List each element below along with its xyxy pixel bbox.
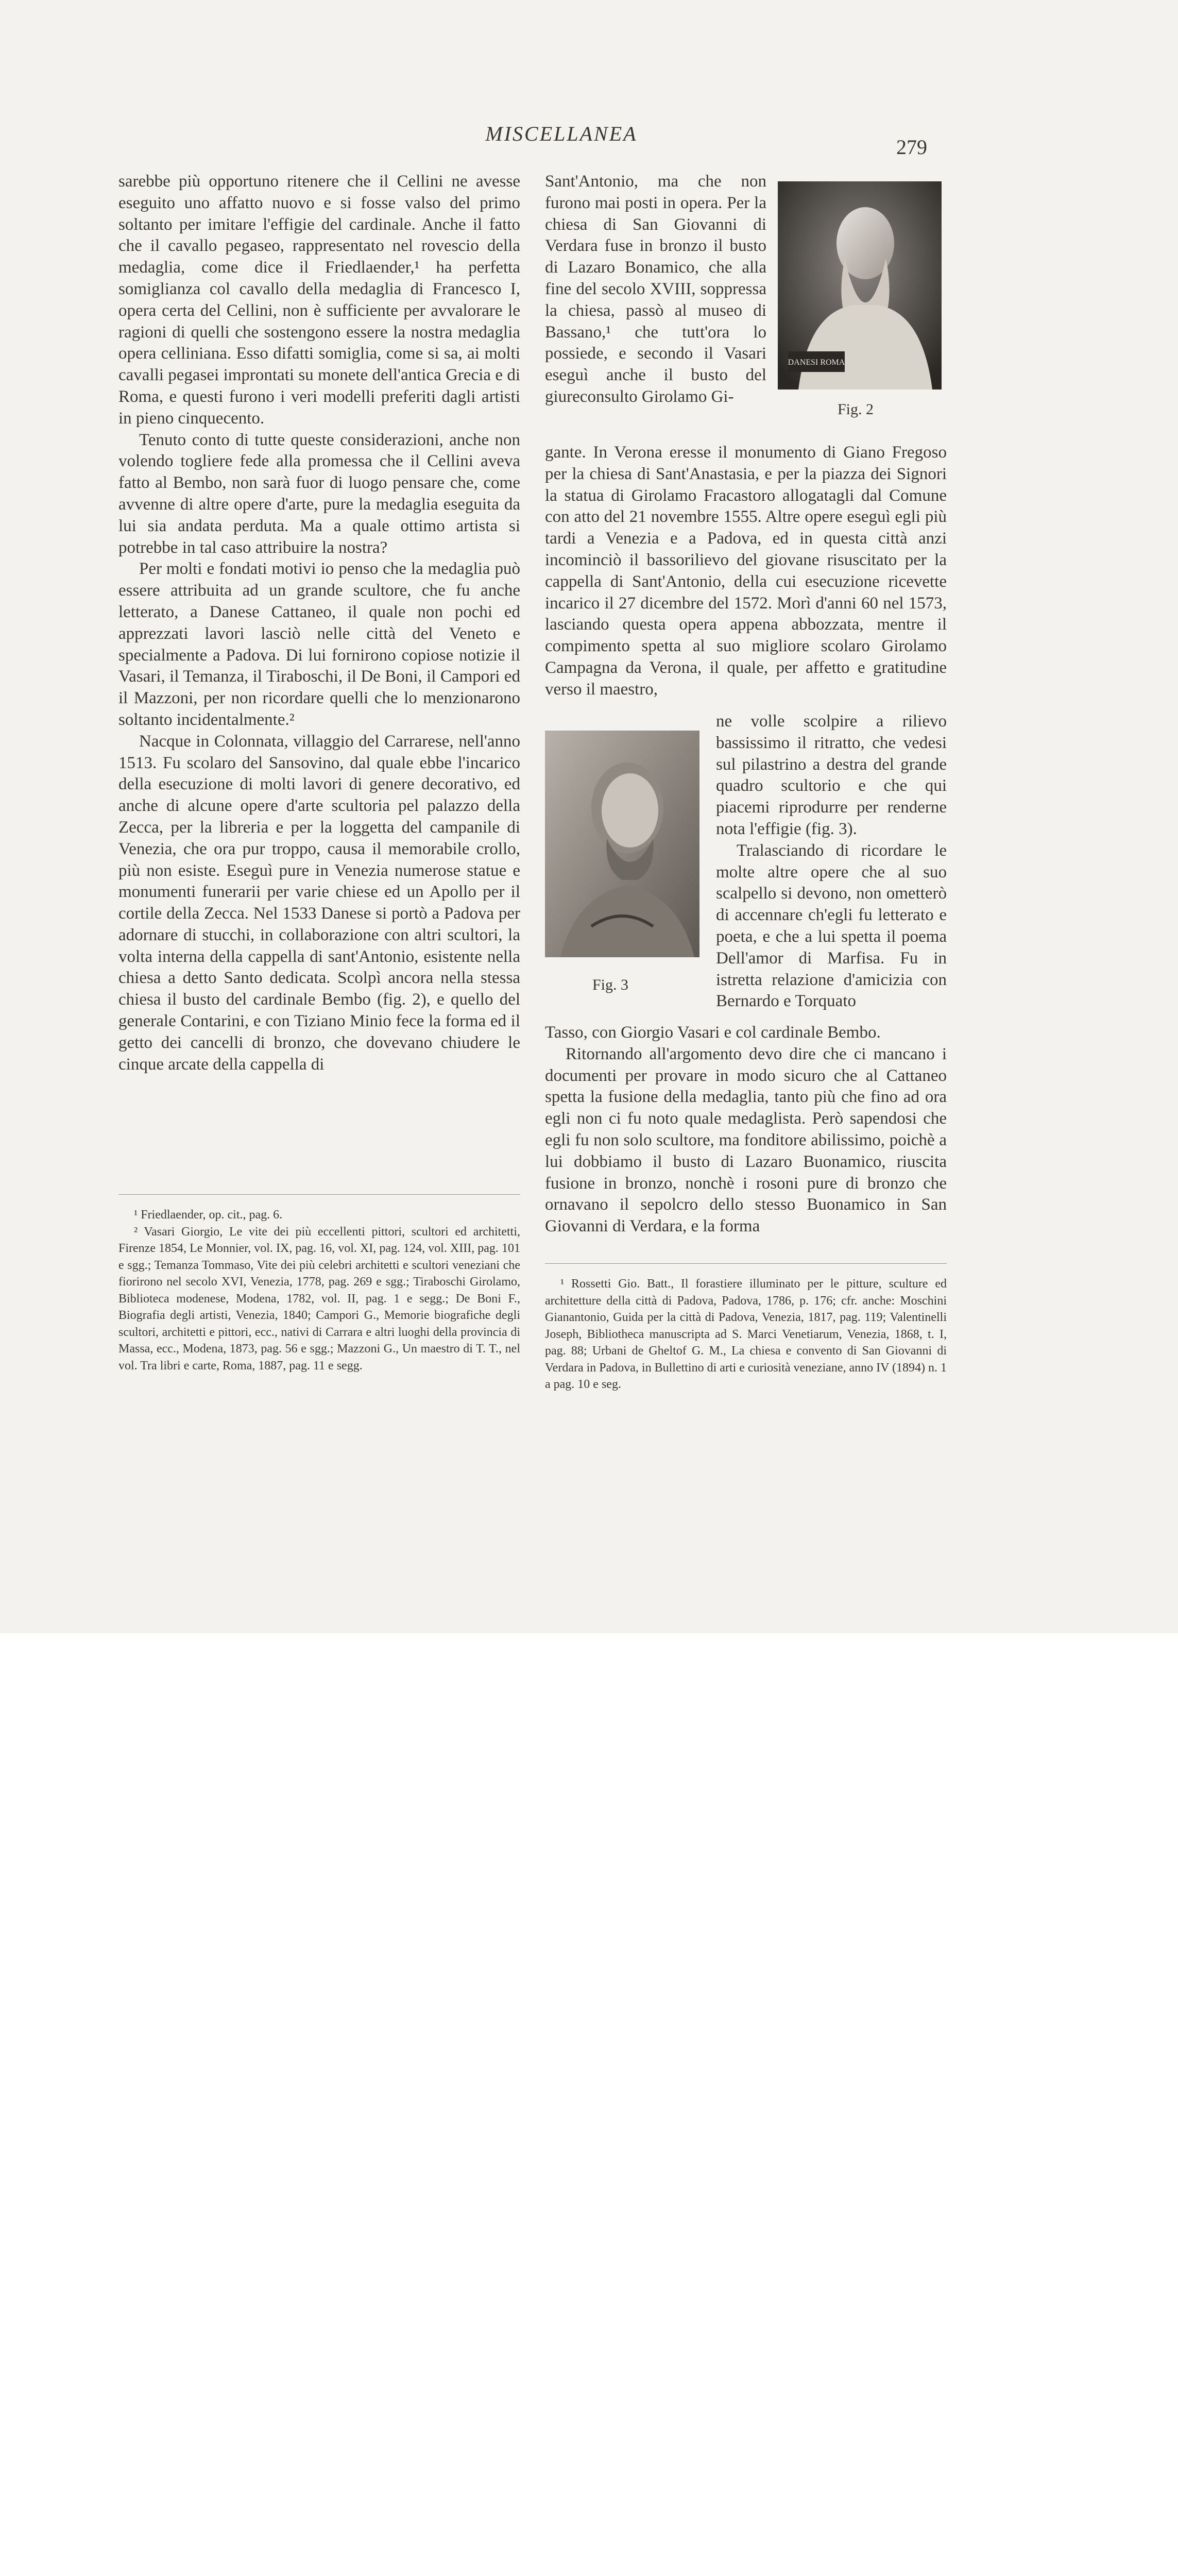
left-column [118,171,520,1075]
figure-2-caption: Fig. 2 [838,401,874,418]
page-number: 279 [896,135,927,159]
running-header-title: MISCELLANEA [485,122,638,145]
bust-inscription: DANESI ROMA [788,358,845,367]
footnotes-right [545,1276,947,1393]
paragraph: sarebbe più opportuno ritenere che il Cellini ne avesse eseguito uno affatto nuovo e si fosse valso del primo soltanto per imitare l'effigie del cardinale. Anche il fatto che il cavallo pegaseo, rappresentato nel rovescio della medaglia, come dice il Friedlaender,¹ ha perfetta somiglianza col cavallo della medaglia di Francesco I, opera certa del Cellini, non è sufficiente per avvalorare le ragioni di quelli che sostengono essere la nostra medaglia opera celliniana. Esso difatti somiglia, come si sa, ai molti cavalli pegasei improntati su monete dell'antica Grecia e di Roma, e questi furono i veri modelli preferiti dagli artisti in pieno cinquecento. [118,172,520,428]
right-column-middle [545,442,947,701]
paragraph: gante. In Verona eresse il monumento di Giano Fregoso per la chiesa di Sant'Anastasia, e per la piazza dei Signori la statua di Girolamo Fracastoro allogatagli dal Comune con atto del 21 novembre 1555. Altre opere eseguì egli più tardi a Venezia e a Padova, ed in questa città anzi incominciò il bassorilievo del giovane risuscitato per la cappella di Sant'Antonio, della cui esecuzione ricevette incarico il 27 dicembre del 1572. Morì d'anni 60 nel 1573, lasciando questa opera appena abbozzata, mentre il compimento spetta al suo migliore scolaro Girolamo Campagna da Verona, il quale, per affetto e gratitudine verso il maestro, [545,443,947,699]
footnote: ¹ Friedlaender, op. cit., pag. 6. [134,1208,283,1222]
paragraph: Nacque in Colonnata, villaggio del Carrarese, nell'anno 1513. Fu scolaro del Sansovino, dal quale ebbe l'incarico della esecuzione di molti lavori di genere decorativo, ed anche di alcune opere d'arte scultoria pel palazzo della Zecca, per la libreria e per la loggetta del campanile di Venezia, che ora pur troppo, causa il memorabile crollo, più non esiste. Eseguì pure in Venezia numerose statue e monumenti funerarii per varie chiese ed un Apollo per il cortile della Zecca. Nel 1533 Danese si portò a Padova per adornare di stucchi, in collaborazione con altri scultori, la volta interna della cappella di sant'Antonio, esistente nella chiesa a detto Santo dedicata. Scolpì ancora nella stessa chiesa il busto del cardinale Bembo (fig. 2), e quello del generale Contarini, e con Tiziano Minio fece la forma ed il getto dei cancelli di bronzo, che dovevano chiudere le cinque arcate della cappella di [118,732,520,1074]
footnote-divider-left [118,1194,520,1195]
paragraph: Per molti e fondati motivi io penso che la medaglia può essere attribuita ad un grande scultore, che fu anche letterato, a Danese Cattaneo, il quale non pochi ed apprezzati lavori lasciò nelle città del Veneto e specialmente a Padova. Di lui fornirono copiose notizie il Vasari, il Temanza, il Tiraboschi, il De Boni, il Campori ed il Mazzoni, per non ricordare quelli che lo menzionarono soltanto incidentalmente.² [118,560,520,729]
figure-3-caption: Fig. 3 [592,976,629,993]
paragraph: Ritornando all'argomento devo dire che ci mancano i documenti per provare in modo sicuro che al Cattaneo spetta la fusione della medaglia, tanto più che fino ad ora egli non ci fu noto quale medaglista. Però sapendosi che egli fu non solo scultore, ma fonditore abilissimo, poichè a lui dobbiamo il busto di Lazaro Buonamico, riuscita fusione in bronzo, nonchè i rosoni pure di bronzo che ornavano il sepolcro dello stesso Buonamico in San Giovanni di Verdara, e la forma [545,1044,947,1236]
figure-3-relief-portrait [545,731,699,957]
figure-2-bust-photo [778,181,942,389]
footnotes-left [118,1207,520,1374]
footnote-divider-right [545,1263,947,1264]
digitization-footer [0,1633,1178,1728]
paragraph: Sant'Antonio, ma che non furono mai posti in opera. Per la chiesa di San Giovanni di Verdara fuse in bronzo il busto di Lazaro Bonamico, che alla fine del secolo XVIII, soppressa la chiesa, passò al museo di Bassano,¹ che tutt'ora lo possiede, e secondo il Vasari eseguì anche il busto del giureconsulto Girolamo Gi- [545,172,766,406]
footnote: ¹ Rossetti Gio. Batt., Il forastiere illuminato per le pitture, sculture ed architetture della città di Padova, Padova, 1786, p. 176; cfr. anche: Moschini Gianantonio, Guida per la città di Padova, Venezia, 1817, pag. 119; Valentinelli Joseph, Bibliotheca manuscripta ad S. Marci Venetiarum, Venezia, 1868, t. I, pag. 88; Urbani de Gheltof G. M., La chiesa e convento di San Giovanni di Verdara in Padova, in Bullettino di arti e curiosità veneziane, anno IV (1894) n. 1 a pag. 10 e seg. [545,1277,947,1391]
right-column-wrapped-text [716,711,947,1012]
paragraph: Tenuto conto di tutte queste considerazioni, anche non volendo togliere fede alla promessa che il Cellini aveva fatto al Bembo, non sarà fuor di luogo pensare che, come avvenne di altre opere d'arte, pure la medaglia eseguita da lui sia andata perduta. Ma a quale ottimo artista si potrebbe in tal caso attribuire la nostra? [118,430,520,557]
relief-image [545,731,699,957]
right-column-top [545,171,766,408]
paragraph: ne volle scolpire a rilievo bassissimo il ritratto, che vedesi sul pilastrino a destra del grande quadro scultorio e che qui piacemi riprodurre per renderne nota l'effigie (fig. 3). [716,712,947,838]
footnote: ² Vasari Giorgio, Le vite dei più eccellenti pittori, scultori ed architetti, Firenze 1854, Le Monnier, vol. IX, pag. 16, vol. XI, pag. 124, vol. XIII, pag. 101 e sgg.; Temanza Tommaso, Vite dei più celebri architetti e scultori veneziani che fiorirono nel secolo XVI, Venezia, 1778, pag. 269 e sgg.; Tiraboschi Girolamo, Biblioteca modenese, Modena, 1782, vol. II, pag. 1 e segg.; De Boni F., Biografia degli artisti, Venezia, 1840; Campori G., Memorie biografiche degli scultori, architetti e pittori, ecc., nativi di Carrara e altri luoghi della provincia di Massa, ecc., Modena, 1873, pag. 56 e sgg.; Mazzoni G., Un maestro di T. T., nel vol. Tra libri e carte, Roma, 1887, pag. 11 e segg. [118,1225,520,1372]
bust-image [778,181,942,389]
right-column-lower [545,1022,947,1238]
paragraph: Tasso, con Giorgio Vasari e col cardinale Bembo. [545,1023,881,1042]
paragraph: Tralasciando di ricordare le molte altre opere che al suo scalpello si devono, non ometterò di accennare ch'egli fu letterato e poeta, e che a lui spetta il poema Dell'amor di Marfisa. Fu in istretta relazione d'amicizia con Bernardo e Torquato [716,841,947,1011]
